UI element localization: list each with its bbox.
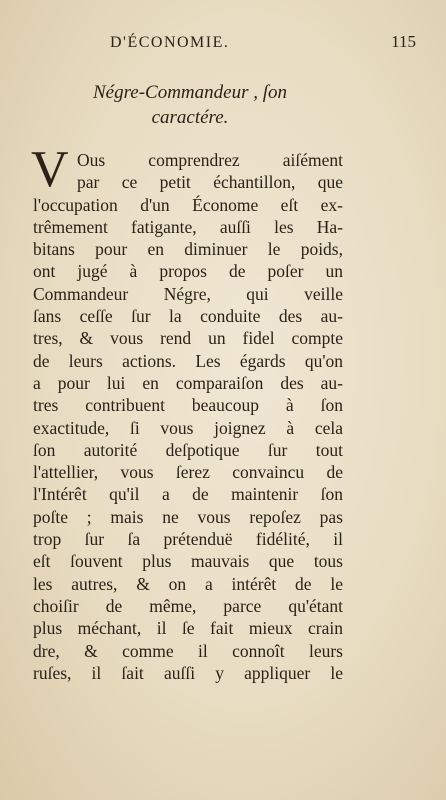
body-line: a pour lui en comparaiſon des au- [33, 372, 343, 393]
body-line: ont jugé à propos de poſer un [33, 261, 343, 282]
body-line: Commandeur Négre, qui veille [33, 283, 343, 304]
running-head-title: D'ÉCONOMIE. [110, 34, 230, 51]
section-heading-line-1: Négre-Commandeur , ſon [92, 82, 288, 103]
body-line: par ce petit échantillon, que [77, 172, 343, 193]
body-line: eſt ſouvent plus mauvais que tous [33, 551, 343, 572]
page-number: 115 [391, 32, 416, 51]
body-line: plus méchant, il ſe fait mieux crain [33, 618, 343, 639]
body-line: poſte ; mais ne vous repoſez pas [33, 506, 343, 527]
running-head [110, 32, 416, 58]
body-line: dre, & comme il connoît leurs [33, 640, 343, 661]
section-heading-line-2: caractére. [151, 107, 229, 128]
body-line: choiſir de même, parce qu'étant [33, 595, 343, 616]
body-line: tres, & vous rend un fidel compte [33, 328, 343, 349]
body-line: de leurs actions. Les égards qu'on [33, 350, 343, 371]
body-line: trêmement fatigante, auſſi les Ha- [33, 216, 343, 237]
body-line: ſans ceſſe ſur la conduite des au- [33, 306, 343, 327]
body-text [31, 141, 343, 684]
body-line: l'attellier, vous ſerez convaincu de [33, 462, 343, 483]
body-line: exactitude, ſi vous joignez à cela [33, 417, 343, 438]
section-heading [40, 80, 340, 130]
body-line: l'Intérêt qu'il a de maintenir ſon [33, 484, 343, 505]
body-line: l'occupation d'un Économe eſt ex- [33, 194, 343, 215]
body-line: bitans pour en diminuer le poids, [33, 239, 343, 260]
body-line: tres contribuent beaucoup à ſon [33, 395, 343, 416]
body-line: les autres, & on a intérêt de le [33, 573, 343, 594]
body-line: Ous comprendrez aiſément [77, 150, 343, 170]
body-line: ruſes, il ſait auſſi y appliquer le [33, 662, 343, 683]
body-line: trop ſur ſa prétenduë fidélité, il [33, 529, 343, 550]
body-line: ſon autorité deſpotique ſur tout [33, 439, 343, 460]
drop-cap: V [31, 141, 69, 198]
